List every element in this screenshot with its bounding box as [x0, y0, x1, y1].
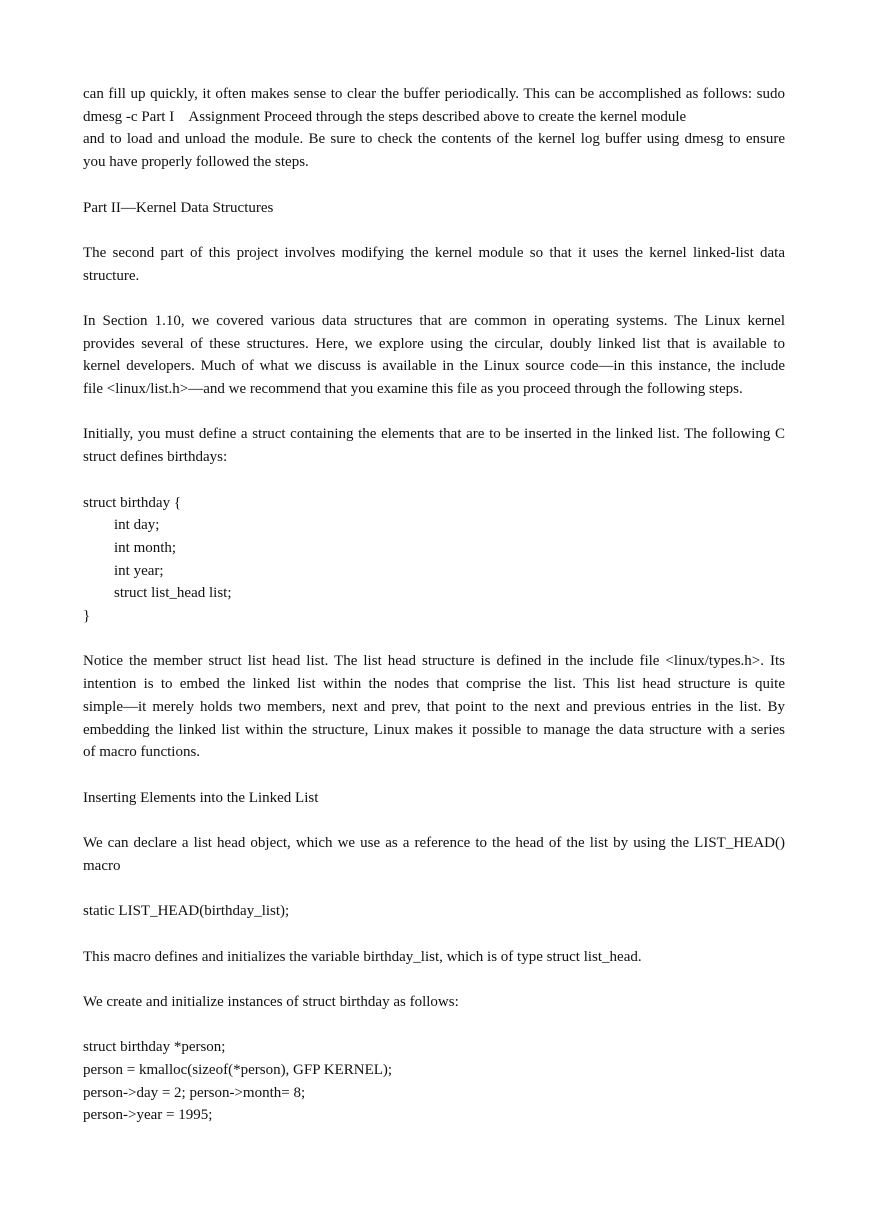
code-line: person = kmalloc(sizeof(*person), GFP KERNEL);: [83, 1062, 393, 1079]
paragraph-notice: [83, 650, 785, 764]
code-block-person: [83, 1036, 785, 1127]
text-line: struct defines birthdays:: [83, 449, 228, 466]
text-line: can fill up quickly, it often makes sense to clear the buffer periodically. This can be accomplished as follows: sudo: [83, 86, 785, 102]
code-line: person->day = 2; person->month= 8;: [83, 1084, 306, 1101]
text-line: embedding the linked list within the structure, Linux makes it possible to manage the data structure with a series: [83, 721, 785, 738]
text-line: We can declare a list head object, which we use as a reference to the head of the list by using the LIST_HEAD(): [83, 835, 785, 852]
section-heading-part2: Part II—Kernel Data Structures: [83, 199, 274, 216]
text-line: of macro functions.: [83, 744, 201, 761]
text-line: file <linux/list.h>—and we recommend that you examine this file as you proceed through the following steps.: [83, 381, 743, 398]
paragraph-macro: [83, 946, 785, 969]
code-line: person->year = 1995;: [83, 1107, 213, 1124]
text-line: you have properly followed the steps.: [83, 154, 309, 171]
paragraph-intro: [83, 83, 785, 174]
text-line: Notice the member struct list head list. The list head structure is defined in the include file <linux/types.h>. Its: [83, 653, 785, 670]
paragraph-section: [83, 310, 785, 401]
text-line: In Section 1.10, we covered various data structures that are common in operating systems. The Linux kernel: [83, 312, 785, 329]
paragraph-declare: [83, 832, 785, 877]
paragraph-create: [83, 991, 785, 1014]
text-line: provides several of these structures. Here, we explore using the circular, doubly linked list that is available to: [83, 335, 785, 352]
code-block-struct-birthday: [83, 492, 785, 628]
text-line: simple—it merely holds two members, next and prev, that point to the next and previous entries in the list. By: [83, 698, 785, 715]
text-line: kernel developers. Much of what we discuss is available in the Linux source code—in this instance, the include: [83, 358, 785, 375]
code-line: int day;: [114, 517, 160, 534]
text-line: Initially, you must define a struct containing the elements that are to be inserted in the linked list. The following C: [83, 426, 785, 443]
text-line: macro: [83, 857, 121, 874]
text-line: We create and initialize instances of struct birthday as follows:: [83, 993, 459, 1010]
text-line: intention is to embed the linked list within the nodes that comprise the list. This list head structure is quite: [83, 676, 785, 693]
code-block-list-head: [83, 900, 785, 923]
section-heading-inserting: Inserting Elements into the Linked List: [83, 789, 319, 806]
code-line: struct list_head list;: [114, 585, 232, 602]
code-line: struct birthday *person;: [83, 1039, 226, 1056]
text-line: dmesg -c Part I Assignment Proceed through the steps described above to create the kernel module: [83, 108, 687, 125]
text-line: and to load and unload the module. Be sure to check the contents of the kernel log buffer using dmesg to ensure: [83, 131, 785, 148]
code-line: int month;: [114, 539, 177, 556]
paragraph-part2: [83, 242, 785, 287]
code-line: int year;: [114, 562, 164, 579]
paragraph-initially: [83, 423, 785, 468]
code-line: }: [83, 608, 91, 625]
text-line: The second part of this project involves modifying the kernel module so that it uses the kernel linked-list data: [83, 244, 785, 261]
code-line: struct birthday {: [83, 494, 182, 511]
code-line: static LIST_HEAD(birthday_list);: [83, 903, 290, 920]
document-page: [83, 83, 785, 1150]
text-line: This macro defines and initializes the variable birthday_list, which is of type struct list_head.: [83, 948, 642, 965]
text-line: structure.: [83, 267, 140, 284]
